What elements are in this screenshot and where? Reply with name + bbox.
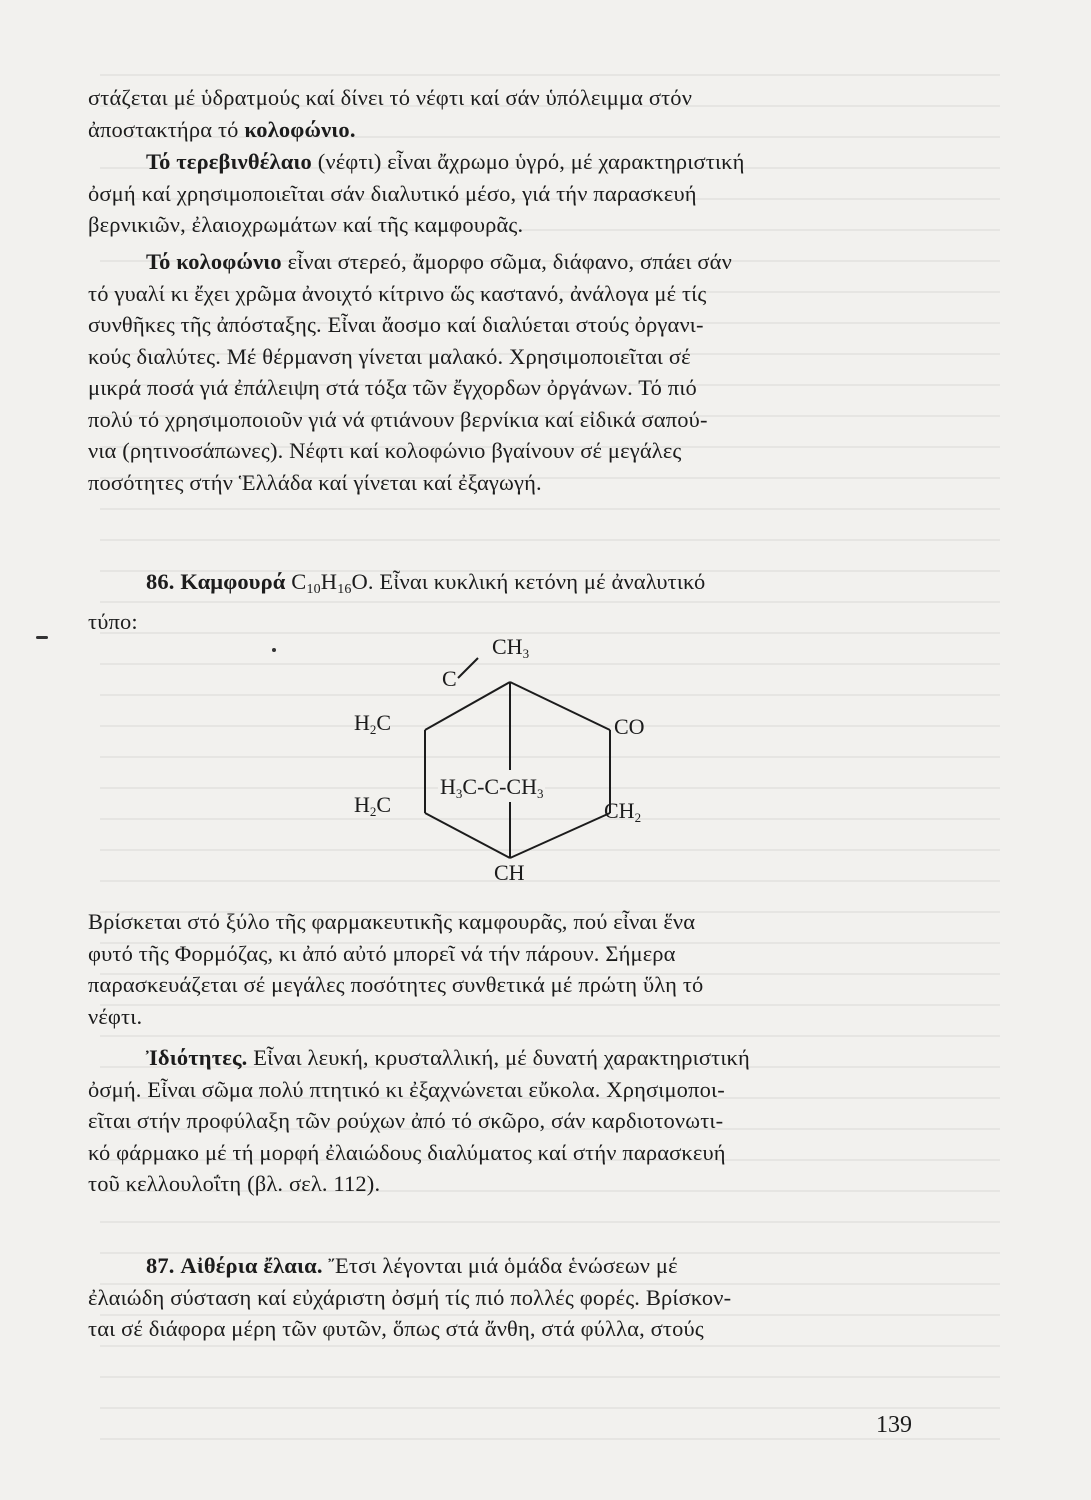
atom-text: CH [492,634,523,659]
text-line [88,1042,940,1074]
bold-term: Τό κολοφώνιο [146,249,282,274]
atom-subscript: 2 [369,722,377,737]
text-line: ται σέ διάφορα μέρη τῶν φυτῶν, ὅπως στά ἄνθη, στά φύλλα, στούς [88,1316,704,1341]
atom-text: C [376,792,392,817]
atom-subscript: 3 [455,786,463,801]
formula-subscript: 10 [306,582,321,597]
text-span: Ἔτσι λέγονται μιά ὁμάδα ἑνώσεων μέ [322,1253,678,1278]
bold-term: Τό τερεβινθέλαιο [146,149,312,174]
text-line: κό φάρμακο μέ τή μορφή ἐλαιώδους διαλύματος καί στήν παρασκευή [88,1139,726,1165]
atom-text: H [354,792,370,817]
atom-subscript: 2 [634,810,642,825]
text-line: ἐλαιώδη σύσταση καί εὐχάριστη ὀσμή τίς πιό πολλές φορές. Βρίσκον- [88,1284,732,1310]
formula-element: O. [351,569,374,594]
text-line [88,246,940,278]
text-span: Εἶναι λευκή, κρυσταλλική, μέ δυνατή χαρακτηριστική [247,1045,750,1070]
text-line: ποσότητες στήν Ἑλλάδα καί γίνεται καί ἐξαγωγή. [88,469,542,495]
section-heading-line [88,566,940,606]
ink-speck [36,636,48,639]
text-line: φυτό τῆς Φορμόζας, κι ἀπό αὐτό μπορεῖ νά τήν πάρουν. Σήμερα [88,940,676,966]
atom-text: C-C-CH [462,774,537,799]
atom-text: C [376,710,392,735]
atom-text: CH [604,798,635,823]
text-line [88,114,940,146]
atom-subscript: 3 [522,646,530,661]
atom-text: H [440,774,456,799]
section-number: 86. [146,569,175,594]
formula-subscript: 16 [337,582,352,597]
atom-subscript: 3 [536,786,544,801]
text-span: Εἶναι κυκλική κετόνη μέ ἀναλυτικό [373,569,706,594]
section-86-camphor [88,566,940,637]
section-title: Καμφουρά [180,569,286,594]
paragraph-distillation [88,82,940,145]
text-line: ὀσμή καί χρησιμοποιεῖται σάν διαλυτικό μέσο, γιά τήν παρασκευή [88,180,697,206]
bridgehead-carbon-label: C [442,666,457,691]
formula-element: C [291,569,307,594]
text-line: τοῦ κελλουλοΐτη (βλ. σελ. 112). [88,1171,381,1196]
bridge-label [438,774,545,802]
section-87-essential-oils [88,1250,940,1345]
ink-speck [272,648,276,652]
text-line: νια (ρητινοσάπωνες). Νέφτι καί κολοφώνιο βγαίνουν σέ μεγάλες [88,438,682,463]
carbonyl-label: CO [614,714,645,739]
text-line: εῖται στήν προφύλαξη τῶν ρούχων ἀπό τό σκῶρο, σάν καρδιοτονωτι- [88,1108,724,1133]
text-line: πολύ τό χρησιμοποιοῦν γιά νά φτιάνουν βερνίκια καί εἰδικά σαπού- [88,406,708,432]
ring-bonds [350,630,680,890]
methylene-upper-label [354,710,391,738]
text-line: συνθῆκες τῆς ἀπόσταξης. Εἶναι ἄοσμο καί διαλύεται στούς ὀργανι- [88,312,704,337]
methylene-right-label [604,798,641,826]
methylene-lower-label [354,792,391,820]
text-span: εἶναι στερεό, ἄμορφο σῶμα, διάφανο, σπάει σάν [281,249,732,274]
paragraph-turpentine [88,146,940,241]
section-heading-line [88,1250,940,1282]
text-line: ὀσμή. Εἶναι σῶμα πολύ πτητικό κι ἐξαχνώνεται εὔκολα. Χρησιμοποι- [88,1076,725,1102]
paragraph-rosin [88,246,940,498]
formula-element: H [320,569,338,594]
page-number: 139 [876,1412,912,1438]
section-number: 87. [146,1253,175,1278]
text-line: μικρά ποσά γιά ἐπάλειψη στά τόξα τῶν ἔγχορδων ὀργάνων. Τό πιό [88,375,697,400]
camphor-structural-formula [350,630,680,890]
text-line: Βρίσκεται στό ξύλο τῆς φαρμακευτικῆς καμφουρᾶς, πού εἶναι ἕνα [88,909,696,934]
bold-term: κολοφώνιο. [244,116,356,142]
atom-text: H [354,710,370,735]
text-span: (νέφτι) εἶναι ἄχρωμο ὑγρό, μέ χαρακτηριστική [311,149,745,174]
methyl-top-label [492,634,529,662]
paragraph-camphor-source [88,906,940,1032]
section-title: Αἰθέρια ἔλαια. [180,1253,323,1278]
text-line: κούς διαλύτες. Μέ θέρμανση γίνεται μαλακό. Χρησιμοποιεῖται σέ [88,343,691,369]
text-line [88,146,940,178]
paragraph-properties [88,1042,940,1200]
bold-term: Ἰδιότητες. [146,1045,248,1070]
molecular-formula [291,569,374,597]
atom-subscript: 2 [369,804,377,819]
text-line: βερνικιῶν, ἐλαιοχρωμάτων καί τῆς καμφουρᾶς. [88,212,524,237]
text-line: νέφτι. [88,1003,143,1029]
text-line: τύπο: [88,608,138,634]
text-span: ἀποστακτήρα τό [88,116,245,142]
methine-bottom-label: CH [494,860,525,885]
text-line: τό γυαλί κι ἔχει χρῶμα ἀνοιχτό κίτρινο ὥς καστανό, ἀνάλογα μέ τίς [88,280,707,306]
text-line: στάζεται μέ ὑδρατμούς καί δίνει τό νέφτι καί σάν ὑπόλειμμα στόν [88,85,693,110]
text-line: παρασκευάζεται σέ μεγάλες ποσότητες συνθετικά μέ πρώτη ὕλη τό [88,972,704,997]
